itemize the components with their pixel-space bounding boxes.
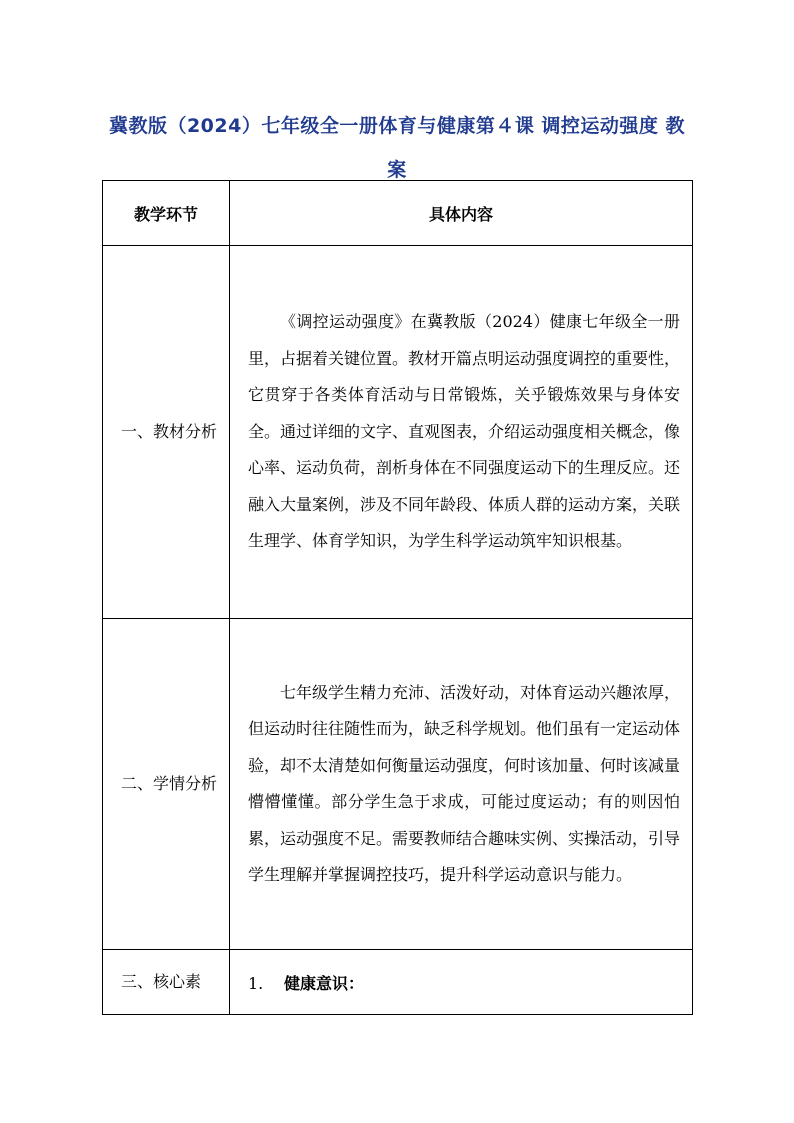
header-stage: 教学环节 [103,181,230,246]
header-content: 具体内容 [230,181,693,246]
stage-textbook-analysis: 一、教材分析 [103,246,230,619]
stage-student-analysis: 二、学情分析 [103,619,230,950]
table-header-row [103,181,693,246]
stage-core-literacy: 三、核心素 [103,950,230,1015]
document-title: 冀教版（2024）七年级全一册体育与健康第４课 调控运动强度 教案 [108,115,686,181]
content-core-literacy [230,950,693,1015]
content-textbook-analysis: 《调控运动强度》在冀教版（2024）健康七年级全一册里，占据着关键位置。教材开篇点明运动强度调控的重要性，它贯穿于各类体育活动与日常锻炼，关乎锻炼效果与身体安全。通过详细的文字、直观图表，介绍运动强度相关概念，像心率、运动负荷，剖析身体在不同强度运动下的生理反应。还融入大量案例，涉及不同年龄段、体质人群的运动方案，关联生理学、体育学知识，为学生科学运动筑牢知识根基。 [230,246,693,619]
list-item-number: 1. [248,973,264,993]
table-row [103,950,693,1015]
table-row [103,619,693,950]
table-row [103,246,693,619]
lesson-plan-table [102,180,693,1015]
list-item-label: 健康意识： [284,973,365,993]
content-student-analysis: 七年级学生精力充沛、活泼好动，对体育运动兴趣浓厚，但运动时往往随性而为，缺乏科学规划。他们虽有一定运动体验，却不太清楚如何衡量运动强度，何时该加量、何时该减量懵懵懂懂。部分学生急于求成，可能过度运动；有的则因怕累，运动强度不足。需要教师结合趣味实例、实操活动，引导学生理解并掌握调控技巧，提升科学运动意识与能力。 [230,619,693,950]
